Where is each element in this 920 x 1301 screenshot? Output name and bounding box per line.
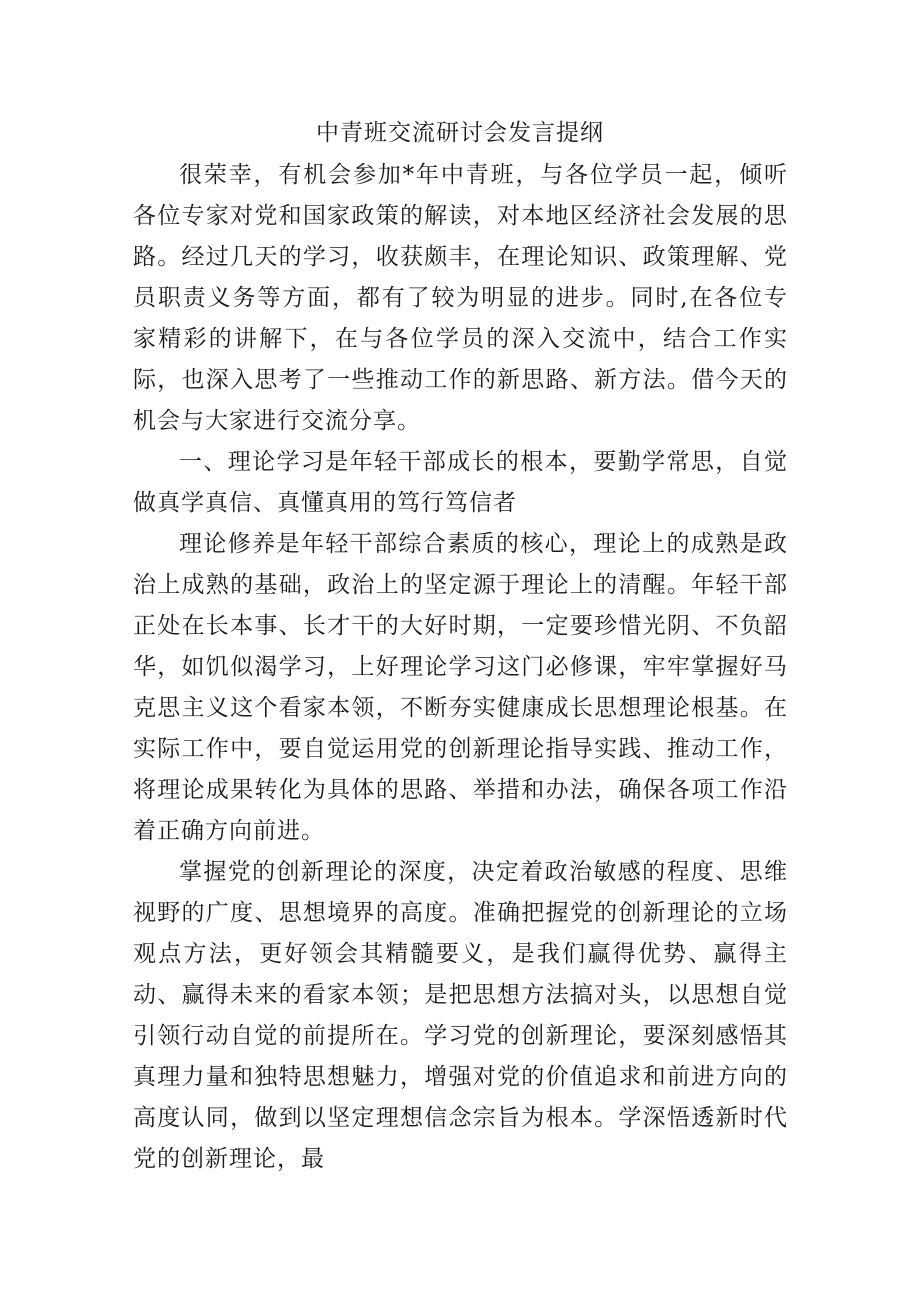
section-heading-1: 一、理论学习是年轻干部成长的根本，要勤学常思，自觉做真学真信、真懂真用的笃行笃信者 (133, 449, 788, 516)
paragraph-theory-cultivation: 理论修养是年轻干部综合素质的核心，理论上的成熟是政治上成熟的基础，政治上的坚定源于理论上的清醒。年轻干部正处在长本事、长才干的大好时期，一定要珍惜光阴、不负韶华，如饥似渴学习，上好理论学习这门必修课，牢牢掌握好马克思主义这个看家本领，不断夯实健康成长思想理论根基。在实际工作中，要自觉运用党的创新理论指导实践、推动工作，将理论成果转化为具体的思路、举措和办法，确保各项工作沿着正确方向前进。 (133, 531, 788, 844)
document-body (133, 155, 788, 1180)
paragraph-innovation-theory: 掌握党的创新理论的深度，决定着政治敏感的程度、思维视野的广度、思想境界的高度。准确把握党的创新理论的立场观点方法，更好领会其精髓要义，是我们赢得优势、赢得主动、赢得未来的看家本领；是把思想方法搞对头，以思想自觉引领行动自觉的前提所在。学习党的创新理论，要深刻感悟其真理力量和独特思想魅力，增强对党的价值追求和前进方向的高度认同，做到以坚定理想信念宗旨为根本。学深悟透新时代党的创新理论，最 (133, 859, 788, 1172)
paragraph-intro: 很荣幸，有机会参加*年中青班，与各位学员一起，倾听各位专家对党和国家政策的解读，对本地区经济社会发展的思路。经过几天的学习，收获颇丰，在理论知识、政策理解、党员职责义务等方面，都有了较为明显的进步。同时,在各位专家精彩的讲解下，在与各位学员的深入交流中，结合工作实际，也深入思考了一些推动工作的新思路、新方法。借今天的机会与大家进行交流分享。 (133, 162, 788, 434)
document-title: 中青班交流研讨会发言提纲 (316, 120, 604, 146)
